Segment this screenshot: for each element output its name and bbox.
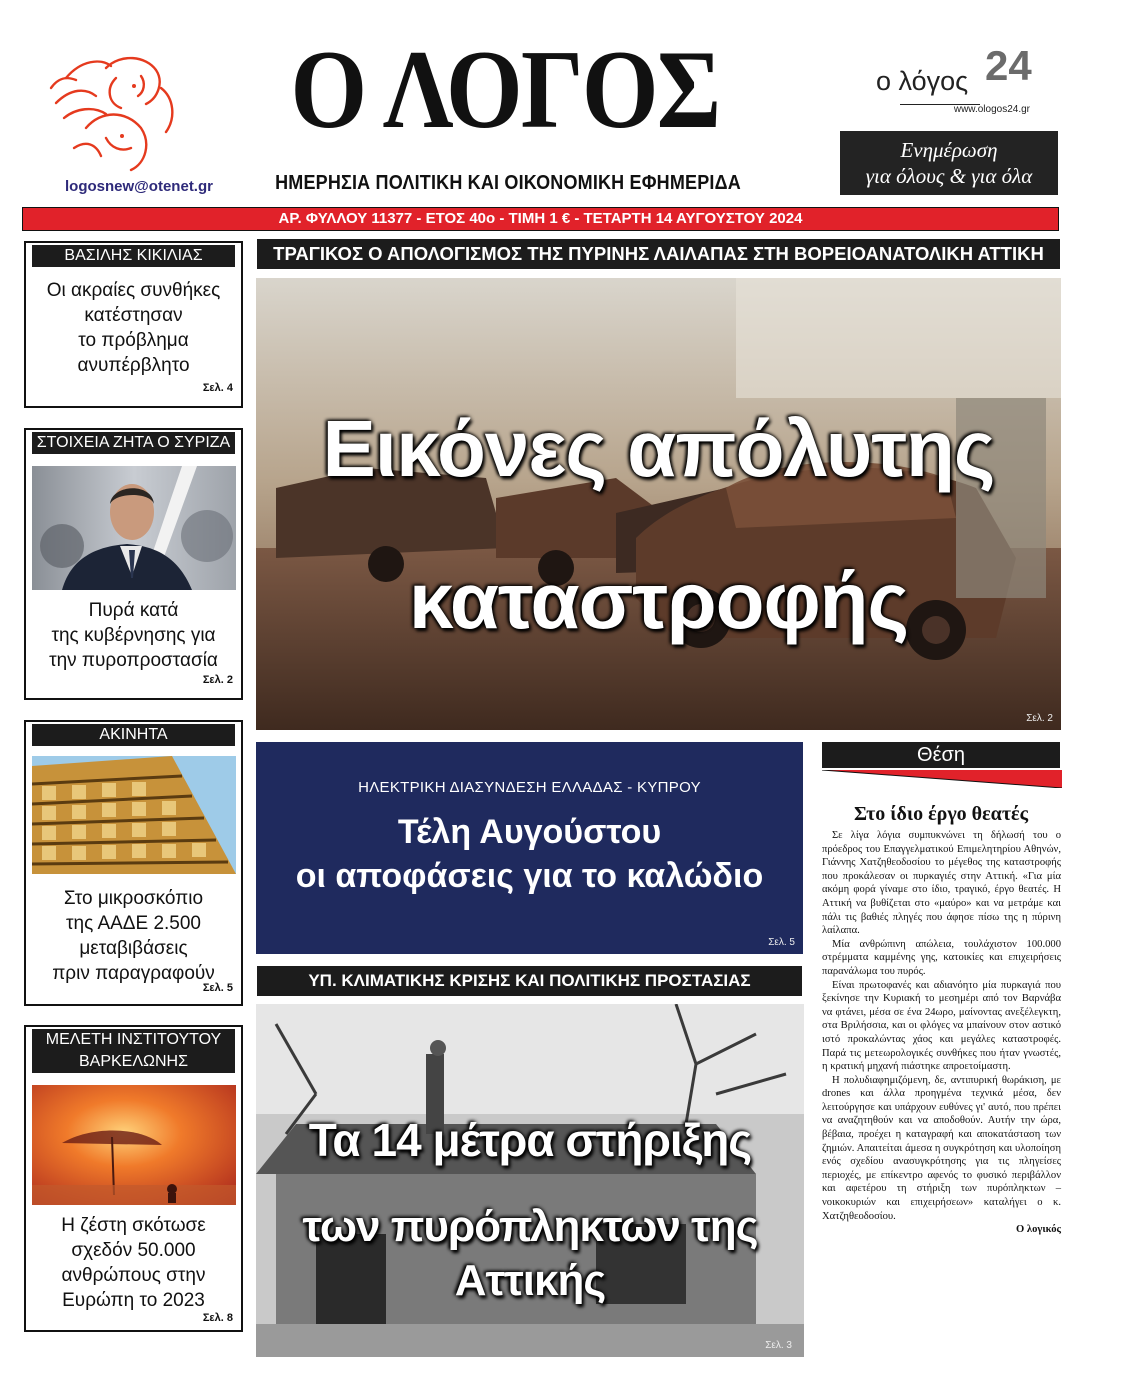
- heatwave-beach-photo: [32, 1085, 236, 1205]
- sidebar-headline: [26, 598, 241, 673]
- sidebar-headline: [26, 886, 241, 986]
- article-paragraph: Μία ανθρώπινη απώλεια, τουλάχιστον 100.000 στρέμματα καμμένης γης, κατοικίες και επιχειρήσεις παρανάλωμα του πυρός.: [822, 938, 1061, 977]
- opinion-article-body: [822, 829, 1061, 1237]
- kicker-line: ΒΑΡΚΕΛΩΝΗΣ: [78, 1053, 188, 1070]
- lead-story[interactable]: [256, 278, 1061, 730]
- headline-line: Στο μικροσκόπιο: [63, 888, 204, 909]
- lead-headline-line-1: Εικόνες απόλυτης: [322, 404, 995, 493]
- headline-line: σχεδόν 50.000: [71, 1240, 196, 1261]
- lead-story-kicker: ΤΡΑΓΙΚΟΣ Ο ΑΠΟΛΟΓΙΣΜΟΣ ΤΗΣ ΠΥΡΙΝΗΣ ΛΑΙΛΑΠΑΣ ΣΤΗ ΒΟΡΕΙΟΑΝΑΤΟΛΙΚΗ ΑΤΤΙΚΗ: [257, 239, 1060, 269]
- burned-vehicles-photo: [256, 278, 1061, 730]
- page-reference: Σελ. 3: [765, 1340, 792, 1351]
- sidebar-story-syriza[interactable]: [24, 428, 243, 700]
- headline-line: Οι ακραίες συνθήκες: [46, 280, 221, 301]
- opinion-title: Στο ίδιο έργο θεατές: [853, 803, 1029, 825]
- cable-kicker: ΗΛΕΚΤΡΙΚΗ ΔΙΑΣΥΝΔΕΣΗ ΕΛΛΑΔΑΣ - ΚΥΠΡΟΥ: [358, 779, 701, 796]
- headline-line: Ευρώπη το 2023: [62, 1290, 205, 1311]
- sidebar-kicker: ΑΚΙΝΗΤΑ: [32, 724, 235, 746]
- online-url[interactable]: www.ologos24.gr: [953, 104, 1030, 115]
- sidebar-kicker: ΣΤΟΙΧΕΙΑ ΖΗΤΑ Ο ΣΥΡΙΖΑ: [32, 432, 235, 454]
- sidebar-story-kikilias[interactable]: [24, 241, 243, 408]
- slogan-line-1: Ενημέρωση: [900, 138, 998, 162]
- headline-line: Η ζέστη σκότωσε: [61, 1215, 206, 1236]
- headline-line: Πυρά κατά: [88, 600, 179, 621]
- headline-line: κατέστησαν: [84, 305, 183, 326]
- ministry-kicker: ΥΠ. ΚΛΙΜΑΤΙΚΗΣ ΚΡΙΣΗΣ ΚΑΙ ΠΟΛΙΤΙΚΗΣ ΠΡΟΣΤΑΣΙΑΣ: [257, 966, 802, 996]
- ministry-headline-line-2: των πυρόπληκτων της Αττικής: [302, 1202, 758, 1305]
- headline-line: πριν παραγραφούν: [52, 963, 215, 984]
- page-reference: Σελ. 4: [202, 382, 233, 394]
- slogan-box: [840, 131, 1058, 195]
- kicker-line: ΜΕΛΕΤΗ ΙΝΣΤΙΤΟΥΤΟΥ: [45, 1031, 222, 1048]
- headline-line: της ΑΑΔΕ 2.500: [66, 913, 201, 934]
- apartment-building-photo: [32, 756, 236, 874]
- ministry-story[interactable]: [256, 1004, 804, 1357]
- headline-line: μεταβιβάσεις: [79, 938, 188, 959]
- newspaper-subtitle: ΗΜΕΡΗΣΙΑ ΠΟΛΙΤΙΚΗ ΚΑΙ ΟΙΚΟΝΟΜΙΚΗ ΕΦΗΜΕΡΙΔΑ: [275, 172, 741, 194]
- sidebar-headline: [26, 1213, 241, 1313]
- headline-line: ανυπέρβλητο: [77, 355, 190, 376]
- headline-line: το πρόβλημα: [78, 330, 189, 351]
- headline-line: της κυβέρνησης για: [51, 625, 216, 646]
- online-brand-number: 24: [985, 42, 1032, 89]
- sidebar-story-real-estate[interactable]: [24, 720, 243, 1006]
- headline-line: Τέλη Αυγούστου: [397, 813, 662, 851]
- headline-line: οι αποφάσεις για το καλώδιο: [295, 857, 764, 895]
- page-reference: Σελ. 2: [202, 674, 233, 686]
- issue-info: ΑΡ. ΦΥΛΛΟΥ 11377 - ΕΤΟΣ 40ο - ΤΙΜΗ 1 € - ΤΕΤΑΡΤΗ 14 ΑΥΓΟΥΣΤΟΥ 2024: [278, 210, 803, 227]
- sidebar-kicker: [32, 1029, 235, 1073]
- politician-photo: [32, 466, 236, 590]
- slogan-line-2: για όλους & για όλα: [865, 164, 1033, 188]
- article-paragraph: Είναι πρωτοφανές και αδιανόητο μία πυρκαγιά που ξεκίνησε την Κυριακή το μεσημέρι από τον Βαρνάβα να φτάνει, μέσα σε ένα 24ωρο, μαίνοντας ανεξέλεγκτη, στα Βριλήσσια, και οι φλόγες να μπαίνουν στον αστικό ιστό προκαλώντας χάος και μεγάλες καταστροφές. Παρά τις μετεωρολογικές συνθήκες που ήταν γνωστές, η κρατική μηχανή πιάστηκε απροετοίμαστη.: [822, 979, 1061, 1073]
- cable-headline: [256, 810, 803, 898]
- page-reference: Σελ. 5: [768, 937, 795, 948]
- sidebar-kicker: ΒΑΣΙΛΗΣ ΚΙΚΙΛΙΑΣ: [32, 245, 235, 267]
- lead-headline-line-2: καταστροφής: [408, 556, 909, 645]
- article-paragraph: Η πολυδιαφημιζόμενη, δε, αντιπυρική θωράκιση, με drones και άλλα προηγμένα τεχνικά μέσα, δεν λειτούργησε και υπάρχουν ευθύνες γι' αυτό, που πρέπει να αναζητηθούν και να αποδοθούν. Αυτήν την ώρα, βέβαια, προέχει η καταγραφή και αποκατάσταση των ζημιών. Απαιτείται άμεσα η συγκρότηση και υλοποίηση ενός σχεδίου ανασυγκρότησης για τις πληγείσες περιοχές, με επίκεντρο αφενός το φυσικό περιβάλλον και αφετέρου τη στήριξη των πυρόπληκτων – νοικοκυριών και επιχειρήσεων» καταλήγει ο κ. Χατζηθεοδοσίου.: [822, 1074, 1061, 1222]
- contact-email[interactable]: logosnew@otenet.gr: [65, 178, 213, 195]
- sidebar-story-heat[interactable]: [24, 1025, 243, 1332]
- online-brand-name: ο λόγος: [876, 66, 969, 96]
- page-reference: Σελ. 2: [1026, 713, 1053, 724]
- author-signature: Ο λογικός: [1016, 1224, 1061, 1236]
- ministry-headline-line-1: Τα 14 μέτρα στήριξης: [308, 1114, 752, 1166]
- page-reference: Σελ. 5: [202, 982, 233, 994]
- red-triangle-divider: [822, 770, 1062, 788]
- article-paragraph: Σε λίγα λόγια συμπυκνώνει τη δήλωσή του ο πρόεδρος του Επαγγελματικού Επιμελητηρίου Αθηνών, Γιάννης Χατζηθεοδοσίου το μέγεθος της καταστροφής που προκάλεσαν οι πυρκαγιές στην Αττική. «Για μία ακόμη φορά γίναμε στο ίδιο, τραγικό, έργο θεατές. Η Αττική να βυθίζεται στο «μαύρο» και να μετράμε και πάλι τις βαθιές πληγές που άφησε πίσω της η πύρινη λαίλαπα.: [822, 830, 1061, 937]
- opinion-column-header: Θέση: [822, 742, 1060, 768]
- cable-story[interactable]: [256, 742, 803, 954]
- page-reference: Σελ. 8: [202, 1312, 233, 1324]
- newspaper-logo-drawing: [46, 48, 194, 176]
- newspaper-title: Ο ΛΟΓΟΣ: [290, 28, 720, 152]
- headline-line: την πυροπροστασία: [49, 650, 218, 671]
- headline-line: ανθρώπους στην: [61, 1265, 206, 1286]
- sidebar-headline: [26, 278, 241, 378]
